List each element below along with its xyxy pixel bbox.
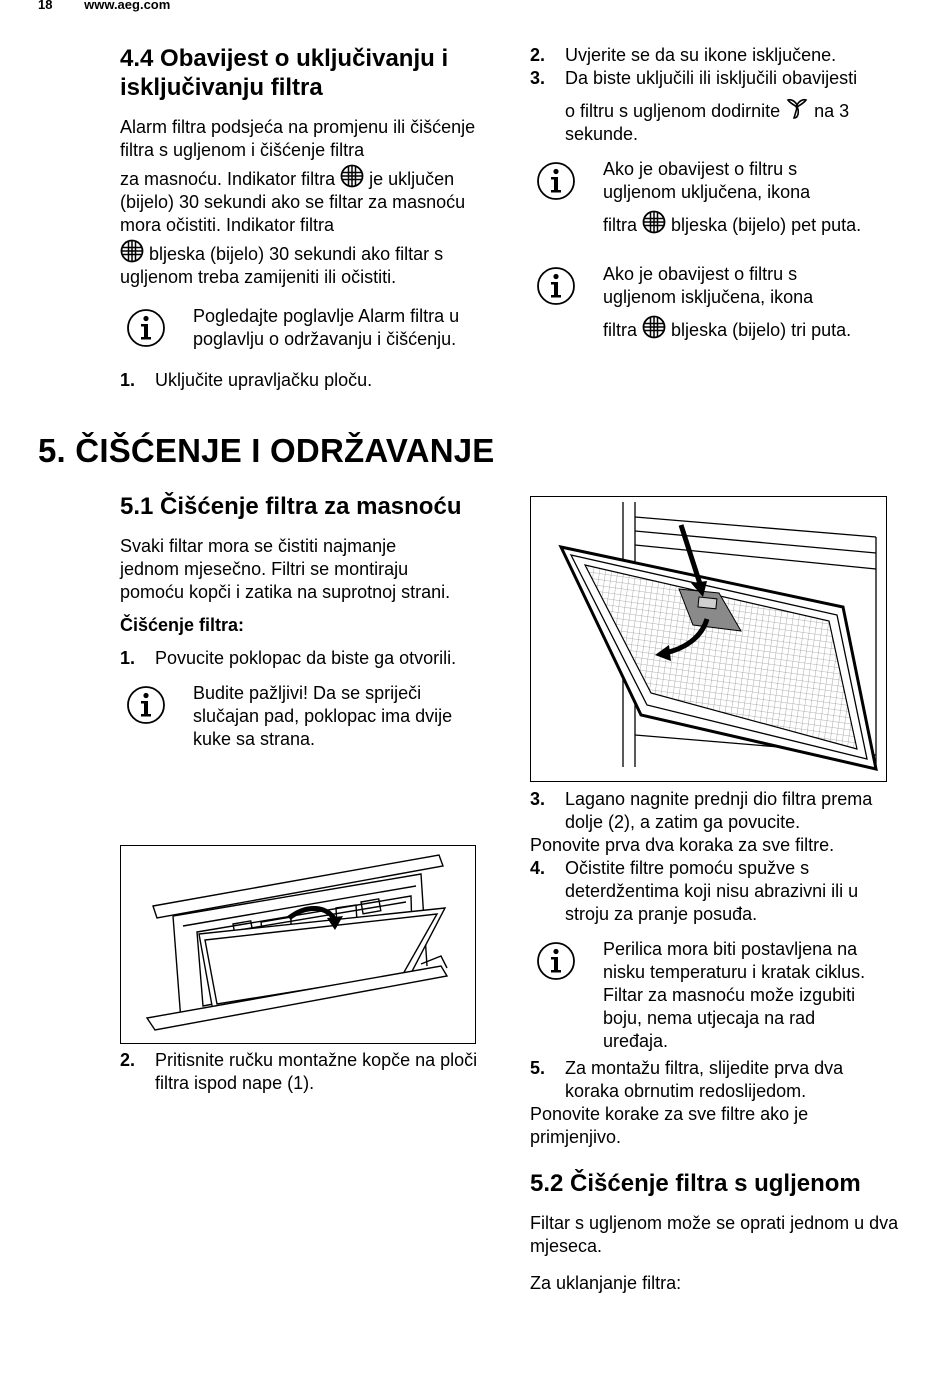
page-number: 18 bbox=[38, 0, 53, 12]
info-note-alarm bbox=[120, 305, 473, 351]
step-item bbox=[120, 647, 485, 670]
note-text-cont bbox=[603, 315, 873, 342]
step-text: Za montažu filtra, slijedite prva dva koraka obrnutim redoslijedom. bbox=[565, 1058, 844, 1101]
step-number: 3. bbox=[530, 789, 546, 809]
step-text: Lagano nagnite prednji dio filtra prema dolje (2), a zatim ga povucite. bbox=[565, 789, 873, 832]
section-5-1-right bbox=[530, 788, 902, 1295]
section-5-2-title: 5.2 Čišćenje filtra s ugljenom bbox=[530, 1170, 861, 1197]
cover-open-illustration bbox=[120, 845, 476, 1044]
step-text: Očistite filtre pomoću spužve s deterdžentima koji nisu abrazivni ili u stroju za pranje posuđa. bbox=[565, 858, 859, 924]
step-item bbox=[530, 67, 905, 146]
section-4-4-title: 4.4 Obavijest o uključivanju i isključivanju filtra bbox=[120, 45, 449, 101]
info-note-on bbox=[530, 158, 873, 237]
info-note-dishwasher bbox=[530, 938, 873, 1053]
intro-2a-text: za masnoću. Indikator filtra bbox=[120, 169, 336, 189]
step-number: 2. bbox=[530, 45, 546, 65]
section-4-4-right bbox=[530, 44, 905, 342]
step-item bbox=[120, 369, 492, 392]
note-text: filtra bbox=[603, 215, 638, 235]
filter-grid-icon bbox=[340, 164, 364, 188]
info-icon bbox=[126, 685, 166, 725]
step-text-cont bbox=[565, 96, 905, 146]
section-4-4-intro-2 bbox=[120, 164, 492, 237]
info-icon bbox=[126, 308, 166, 348]
header-url[interactable]: www.aeg.com bbox=[84, 0, 171, 12]
info-note-off bbox=[530, 263, 873, 342]
section-5-1-step-2 bbox=[120, 1049, 480, 1095]
page-header bbox=[38, 0, 170, 12]
intro-3-text: bljeska (bijelo) 30 sekundi ako filtar s ugljenom treba zamijeniti ili očistiti. bbox=[120, 244, 444, 287]
note-text: filtra bbox=[603, 320, 638, 340]
note-text: Budite pažljivi! Da se spriječi slučajan pad, poklopac ima dvije kuke sa strana. bbox=[193, 683, 453, 749]
section-4-4-left bbox=[120, 44, 492, 392]
note-text: bljeska (bijelo) tri puta. bbox=[671, 320, 852, 340]
repeat-text: Ponovite korake za sve filtre ako je primjenjivo. bbox=[530, 1104, 809, 1147]
filter-tilt-illustration bbox=[530, 496, 887, 782]
cleaning-subheading: Čišćenje filtra: bbox=[120, 615, 245, 635]
section-5-1-title: 5.1 Čišćenje filtra za masnoću bbox=[120, 493, 462, 520]
repeat-text: Ponovite prva dva koraka za sve filtre. bbox=[530, 835, 835, 855]
step-text: na 3 sekunde. bbox=[565, 101, 850, 144]
step-number: 1. bbox=[120, 648, 136, 668]
step-text: Uvjerite se da su ikone isključene. bbox=[565, 45, 837, 65]
intro-2b-text: je uključen (bijelo) 30 sekundi ako se filtar za masnoću mora očistiti. Indikator filtra bbox=[120, 169, 466, 235]
filter-grid-icon bbox=[120, 239, 144, 263]
section-5-2-removal: Za uklanjanje filtra: bbox=[530, 1273, 682, 1293]
info-icon bbox=[536, 941, 576, 981]
step-item bbox=[530, 1057, 902, 1103]
filter-grid-icon bbox=[642, 210, 666, 234]
step-item bbox=[530, 857, 902, 926]
info-icon bbox=[536, 161, 576, 201]
note-text: Pogledajte poglavlje Alarm filtra u poglavlju o održavanju i čišćenju. bbox=[193, 306, 460, 349]
step-text: o filtru s ugljenom dodirnite bbox=[565, 101, 781, 121]
chapter-title: 5. ČIŠĆENJE I ODRŽAVANJE bbox=[38, 432, 495, 469]
info-icon bbox=[536, 266, 576, 306]
step-text: Uključite upravljačku ploču. bbox=[155, 370, 373, 390]
step-number: 2. bbox=[120, 1050, 136, 1070]
note-text: bljeska (bijelo) pet puta. bbox=[671, 215, 862, 235]
step-text: Da biste uključili ili isključili obavijesti bbox=[565, 68, 858, 88]
step-text: Povucite poklopac da biste ga otvorili. bbox=[155, 648, 457, 668]
step-item bbox=[530, 788, 902, 834]
note-text: Ako je obavijest o filtru s ugljenom uključena, ikona bbox=[603, 159, 811, 202]
section-5-1-intro: Svaki filtar mora se čistiti najmanje jednom mjesečno. Filtri se montiraju pomoću kopči i zatika na suprotnoj strani. bbox=[120, 536, 451, 602]
fan-icon bbox=[785, 96, 809, 120]
note-text: Ako je obavijest o filtru s ugljenom isključena, ikona bbox=[603, 264, 814, 307]
info-note-hooks bbox=[120, 682, 473, 751]
step-number: 3. bbox=[530, 68, 546, 88]
filter-grid-icon bbox=[642, 315, 666, 339]
step-item bbox=[530, 44, 905, 67]
note-text-cont bbox=[603, 210, 873, 237]
step-item bbox=[120, 1049, 480, 1095]
section-4-4-intro-1: Alarm filtra podsjeća na promjenu ili čišćenje filtra s ugljenom i čišćenje filtra bbox=[120, 117, 476, 160]
step-text: Pritisnite ručku montažne kopče na ploči filtra ispod nape (1). bbox=[155, 1050, 478, 1093]
section-5-2-intro: Filtar s ugljenom može se oprati jednom u dva mjeseca. bbox=[530, 1213, 899, 1256]
note-text: Perilica mora biti postavljena na nisku temperaturu i kratak ciklus. Filtar za masnoću može izgubiti boju, nema utjecaja na rad uređaja. bbox=[603, 939, 866, 1051]
section-5-1-left bbox=[120, 492, 485, 751]
step-number: 4. bbox=[530, 858, 546, 878]
step-number: 5. bbox=[530, 1058, 546, 1078]
section-4-4-intro-3 bbox=[120, 239, 492, 289]
step-number: 1. bbox=[120, 370, 136, 390]
